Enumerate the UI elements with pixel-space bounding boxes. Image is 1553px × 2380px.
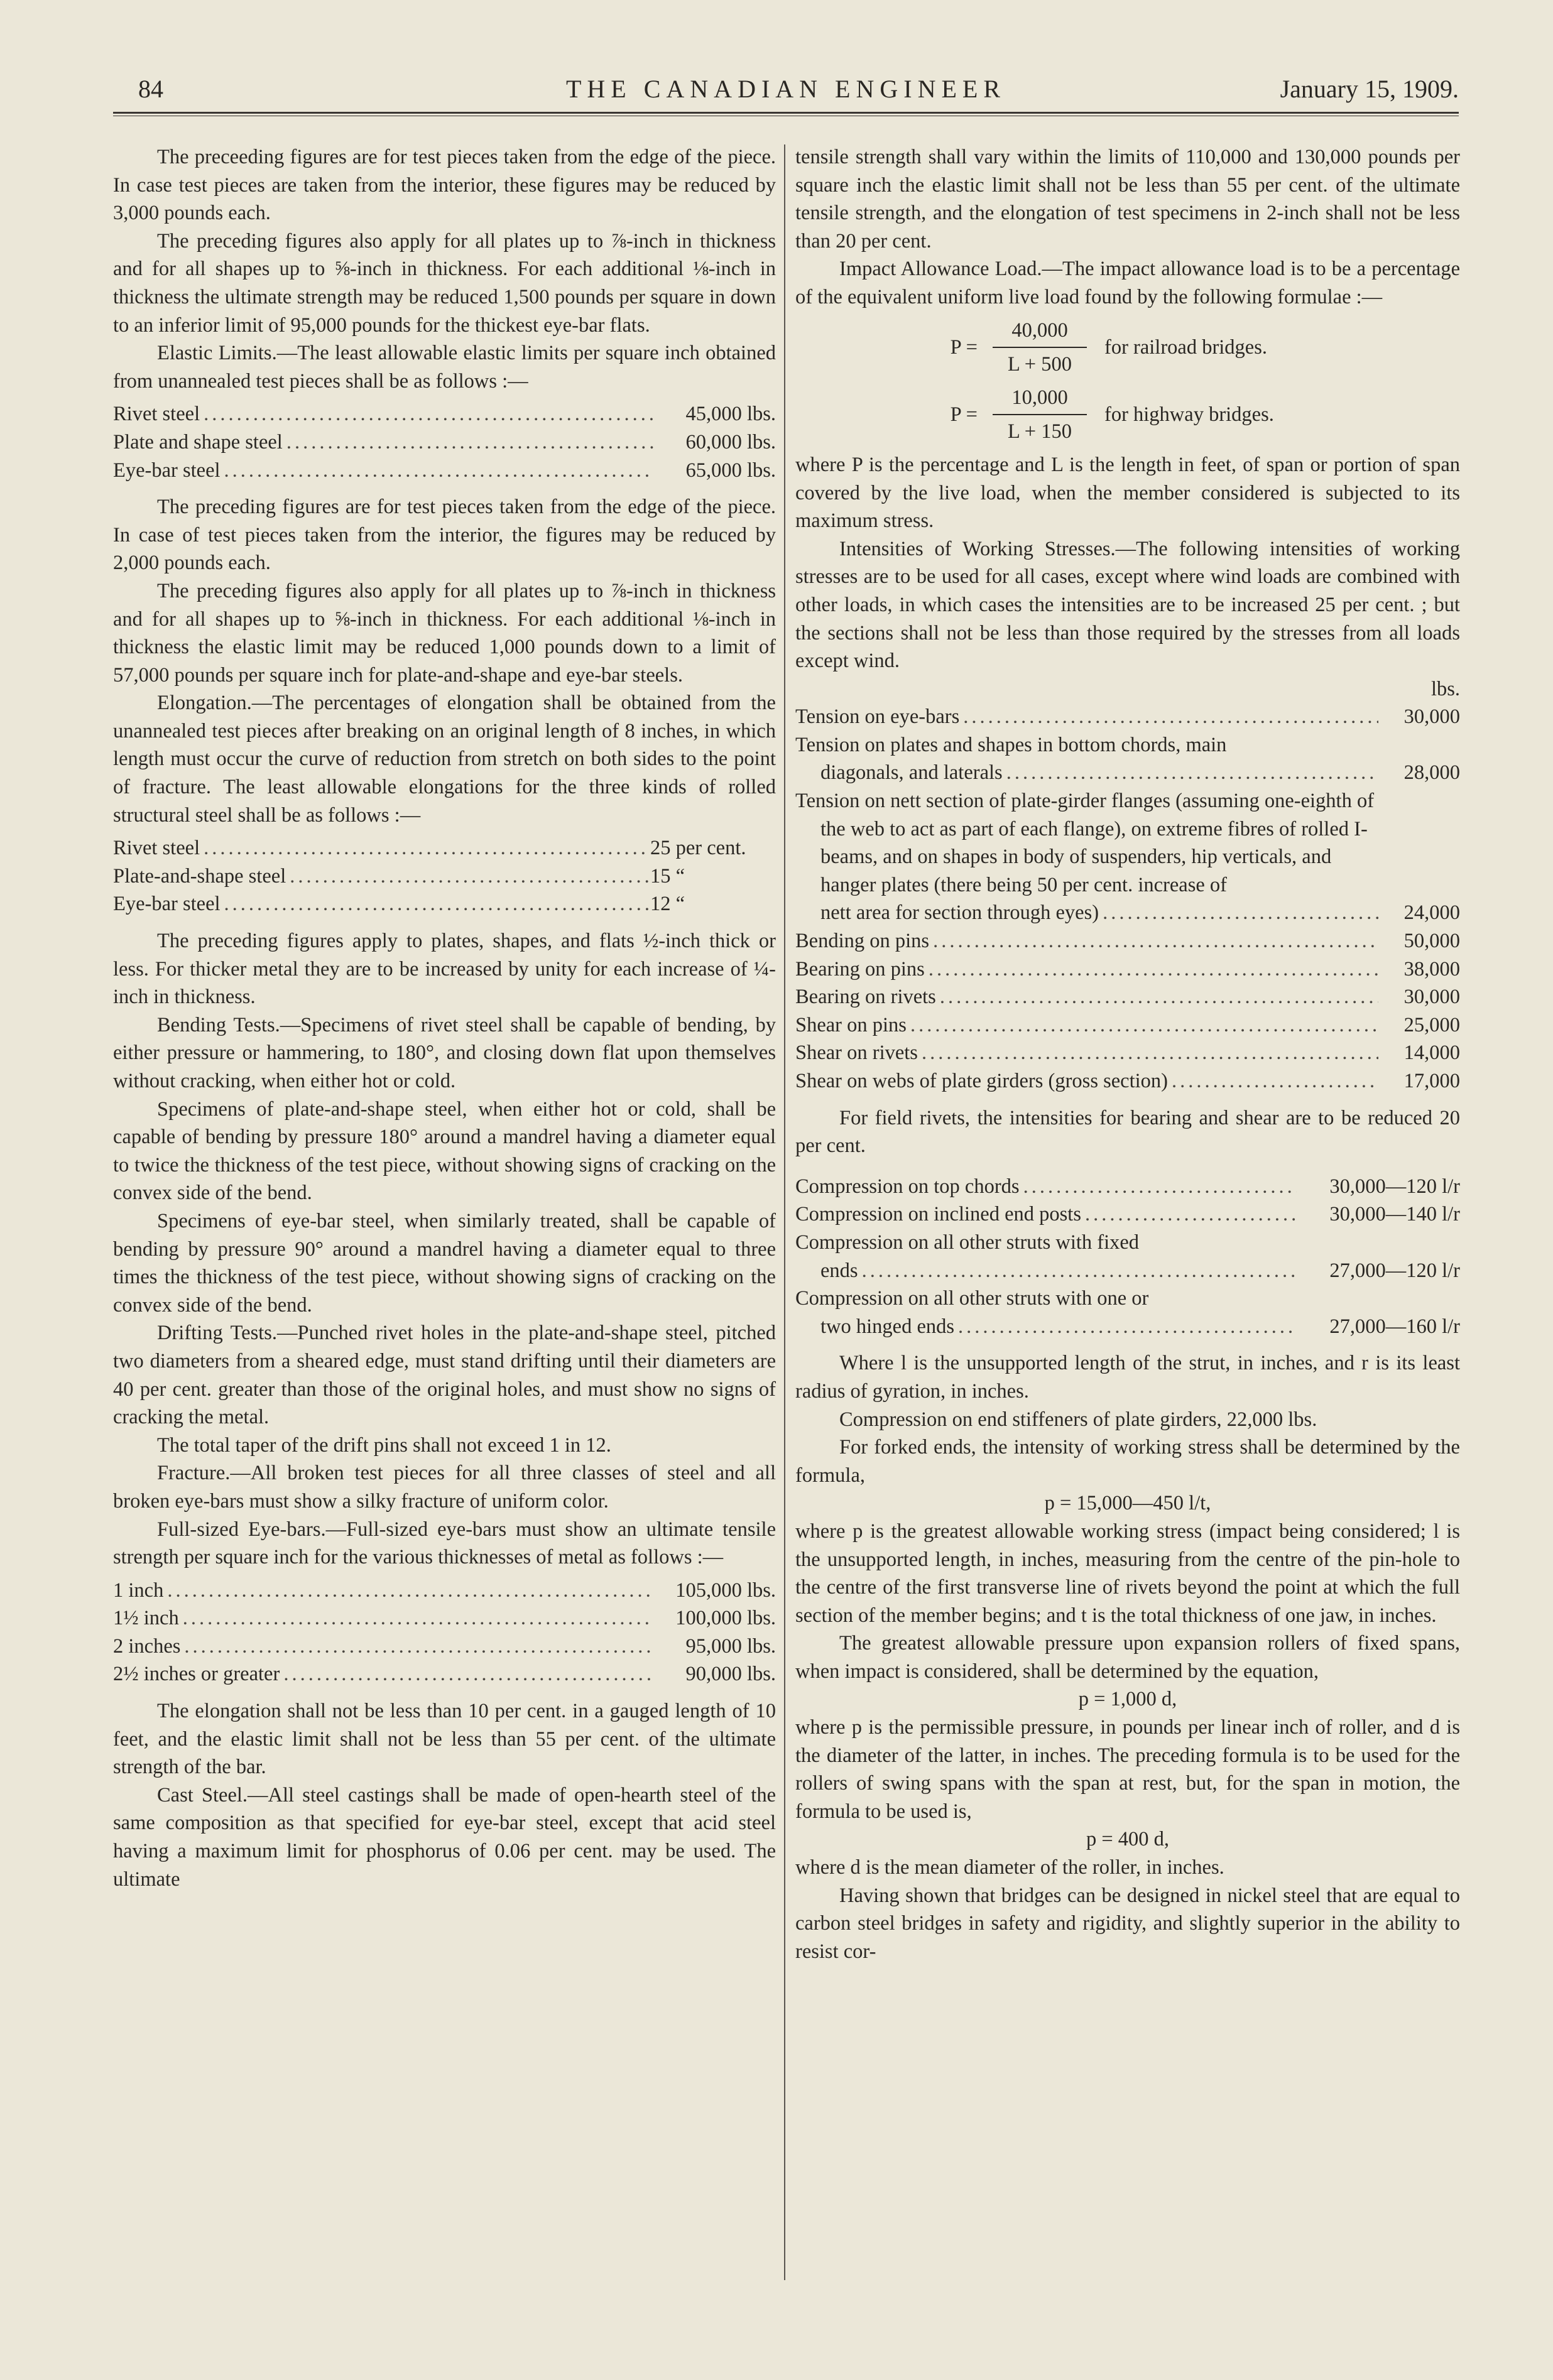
table-row xyxy=(113,400,776,428)
paragraph: where P is the percentage and L is the length in feet, of span or portion of span covered by the live load, when the member considered is subjected to its maximum stress. xyxy=(795,453,1460,533)
row-label: 2½ inches or greater xyxy=(113,1663,280,1686)
column-divider xyxy=(784,144,785,2280)
table-row xyxy=(795,1173,1460,1201)
paragraph: The preceding figures are for test pieces taken from the edge of the piece. In case of test pieces taken from the interior, the figures may be reduced by 2,000 pounds each. xyxy=(113,496,776,575)
paragraph-impact-allowance: Impact Allowance Load.—The impact allowance load is to be a percentage of the equivalent uniform live load found by the following formulae :— xyxy=(795,258,1460,308)
paragraph: The preceeding figures are for test pieces taken from the edge of the piece. In case test pieces are taken from the interior, these figures may be reduced by 3,000 pounds each. xyxy=(113,146,776,225)
row-value: 60,000 lbs. xyxy=(685,430,776,454)
paragraph: where p is the permissible pressure, in pounds per linear inch of roller, and d is the diameter of the latter, in inches. The preceding formula is to be used for the rollers of swing spans with the span at rest, but, for the span in motion, the formula to be used is, xyxy=(795,1716,1460,1823)
row-label: Compression on all other struts with fixed xyxy=(795,1231,1140,1254)
dot-leader xyxy=(959,703,1378,731)
paragraph-elongation: Elongation.—The percentages of elongation shall be obtained from the unannealed test pieces after breaking on an original length of 8 inches, in which length must occur the curve of reduction from stretch on both sides to the point of fracture. The least allowable elongations for the three kinds of rolled structural steel shall be as follows :— xyxy=(113,692,776,827)
table-row xyxy=(795,1011,1460,1040)
dot-leader xyxy=(925,955,1378,984)
dot-leader xyxy=(929,927,1378,955)
paragraph-expansion-rollers: The greatest allowable pressure upon expansion rollers of fixed spans, when impact is considered, shall be determined by the equation, xyxy=(795,1632,1460,1683)
paragraph-full-sized-eye-bars: Full-sized Eye-bars.—Full-sized eye-bars must show an ultimate tensile strength per square inch for the various thicknesses of metal as follows :— xyxy=(113,1518,776,1569)
table-row xyxy=(113,457,776,485)
formula-highway xyxy=(921,384,1460,446)
formula-rhs: for highway bridges. xyxy=(1104,403,1274,427)
table-row xyxy=(795,1285,1460,1340)
row-label: Tension on eye-bars xyxy=(795,705,960,729)
table-row xyxy=(113,428,776,457)
row-value: 105,000 lbs. xyxy=(675,1579,776,1602)
table-row xyxy=(795,1039,1460,1067)
equation: p = 400 d, xyxy=(1086,1828,1170,1851)
row-label: Plate-and-shape steel xyxy=(113,864,286,888)
elongation-table xyxy=(113,834,776,918)
paragraph: tensile strength shall vary within the limits of 110,000 and 130,000 pounds per square inch the elastic limit shall not be less than 55 per cent. of the ultimate tensile strength, and the elongation of test specimens in 2-inch shall not be less than 20 per cent. xyxy=(795,146,1460,253)
row-label: Compression on top chords xyxy=(795,1175,1020,1198)
row-value: 30,000 xyxy=(1403,986,1460,1009)
row-value: 17,000 xyxy=(1403,1070,1460,1092)
header-rule xyxy=(113,112,1459,114)
paragraph: Specimens of plate-and-shape steel, when either hot or cold, shall be capable of bending by pressure 180° around a mandrel having a diameter equal to twice the thickness of the test piece, without showing signs of cracking on the convex side of the bend. xyxy=(113,1097,776,1205)
dot-leader xyxy=(280,1660,650,1688)
row-label: Tension on nett section of plate-girder flanges (assuming one-eighth of the web to act as part of each flange), on extreme fibres of rolled I-beams, and on shapes in body of suspenders, hip verticals, and hanger plates (there being 50 per cent. increase of xyxy=(795,790,1375,896)
equation: p = 1,000 d, xyxy=(1078,1688,1177,1711)
table-row xyxy=(113,1604,776,1633)
row-value: 25 per cent. xyxy=(650,837,746,860)
unit-label: lbs. xyxy=(1430,677,1460,700)
paragraph: The preceding figures apply to plates, shapes, and flats ½-inch thick or less. For thicker metal they are to be increased by unity for each increase of ¼-inch in thickness. xyxy=(113,930,776,1009)
formula-railroad xyxy=(921,317,1460,379)
dot-leader xyxy=(286,862,650,891)
dot-leader xyxy=(200,400,653,428)
table-row xyxy=(795,1229,1460,1285)
row-value: 38,000 xyxy=(1403,957,1460,981)
table-row xyxy=(113,834,776,862)
paragraph: The preceding figures also apply for all plates up to ⅞-inch in thickness and for all shapes up to ⅝-inch in thickness. For each additional ⅛-inch in thickness the elastic limit may be reduced 1,000 pounds down to a limit of 57,000 pounds per square inch for plate-and-shape and eye-bar steels. xyxy=(113,579,776,687)
row-label: Compression on inclined end posts xyxy=(795,1203,1081,1226)
row-value: 30,000—140 l/r xyxy=(1329,1203,1460,1226)
issue-date: January 15, 1909. xyxy=(1280,75,1459,103)
paragraph: The elongation shall not be less than 10 per cent. in a gauged length of 10 feet, and the elastic limit shall not be less than 55 per cent. of the ultimate strength of the bar. xyxy=(113,1700,776,1779)
dot-leader xyxy=(936,983,1378,1011)
table-row xyxy=(795,1200,1460,1229)
dot-leader xyxy=(221,890,650,918)
paragraph-field-rivets: For field rivets, the intensities for bearing and shear are to be reduced 20 per cent. xyxy=(795,1106,1460,1158)
row-value: 27,000—160 l/r xyxy=(1329,1315,1460,1338)
row-value: 50,000 xyxy=(1403,930,1460,953)
row-label: Bending on pins xyxy=(795,930,930,953)
dot-leader xyxy=(180,1633,650,1661)
row-label-continued: nett area for section through eyes) xyxy=(820,901,1099,925)
page-number: 84 xyxy=(138,75,163,103)
dot-leader xyxy=(163,1577,650,1605)
row-value: 12 “ xyxy=(650,893,685,916)
row-value: 24,000 xyxy=(1403,901,1460,925)
paragraph-nickel-steel: Having shown that bridges can be designed in nickel steel that are equal to carbon steel bridges in safety and rigidity, and slightly superior in the ability to resist cor- xyxy=(795,1884,1460,1963)
formula-lhs: P = xyxy=(950,335,978,359)
row-value: 65,000 lbs. xyxy=(685,459,776,482)
table-row xyxy=(795,703,1460,731)
row-label: Tension on plates and shapes in bottom chords, main xyxy=(795,733,1227,756)
fraction xyxy=(986,317,1093,379)
fraction-numerator: 10,000 xyxy=(1011,386,1068,409)
dot-leader xyxy=(283,428,653,457)
table-row xyxy=(113,1577,776,1605)
dot-leader xyxy=(858,1257,1297,1285)
dot-leader xyxy=(918,1039,1378,1067)
eye-bar-strength-table xyxy=(113,1577,776,1688)
table-row xyxy=(795,927,1460,955)
paragraph-elastic-limits: Elastic Limits.—The least allowable elastic limits per square inch obtained from unannealed test pieces shall be as follows :— xyxy=(113,342,776,393)
row-label: Rivet steel xyxy=(113,403,200,426)
dot-leader xyxy=(1099,899,1378,927)
formula-lhs: P = xyxy=(950,403,978,427)
dot-leader xyxy=(1020,1173,1297,1201)
dot-leader xyxy=(907,1011,1378,1040)
row-label-continued: two hinged ends xyxy=(820,1315,955,1338)
table-row xyxy=(795,1067,1460,1095)
row-label: Bearing on pins xyxy=(795,957,925,981)
table-row xyxy=(113,890,776,918)
table-row xyxy=(795,731,1460,787)
fraction-denominator: L + 150 xyxy=(1008,420,1072,443)
dot-leader xyxy=(200,834,650,862)
row-value: 90,000 lbs. xyxy=(685,1663,776,1686)
formula-rhs: for railroad bridges. xyxy=(1104,335,1268,359)
row-value: 27,000—120 l/r xyxy=(1329,1259,1460,1282)
paragraph: The total taper of the drift pins shall not exceed 1 in 12. xyxy=(157,1433,611,1457)
paragraph: Specimens of eye-bar steel, when similarly treated, shall be capable of bending by pressure 90° around a mandrel having a diameter equal to three times the thickness of the test piece, without showing signs of cracking on the convex side of the bend. xyxy=(113,1209,776,1317)
fraction-denominator: L + 500 xyxy=(1008,353,1072,376)
working-stress-table xyxy=(795,703,1460,1095)
row-value: 25,000 xyxy=(1403,1013,1460,1036)
journal-title: THE CANADIAN ENGINEER xyxy=(565,75,1006,103)
elastic-limits-table xyxy=(113,400,776,484)
paragraph: where d is the mean diameter of the roller, in inches. xyxy=(795,1856,1224,1879)
row-value: 15 “ xyxy=(650,864,685,888)
right-column xyxy=(795,143,1460,1965)
row-value: 95,000 lbs. xyxy=(685,1634,776,1658)
row-label: Compression on all other struts with one or xyxy=(795,1287,1149,1310)
row-label: Eye-bar steel xyxy=(113,893,221,916)
fraction xyxy=(986,384,1093,446)
row-label: Plate and shape steel xyxy=(113,430,283,454)
paragraph: Where l is the unsupported length of the strut, in inches, and r is its least radius of gyration, in inches. xyxy=(795,1352,1460,1403)
row-label: 2 inches xyxy=(113,1634,181,1658)
table-row xyxy=(795,787,1460,927)
paragraph-end-stiffeners: Compression on end stiffeners of plate girders, 22,000 lbs. xyxy=(839,1408,1317,1431)
row-label-continued: ends xyxy=(820,1259,858,1282)
row-label: Rivet steel xyxy=(113,837,200,860)
row-label: 1½ inch xyxy=(113,1607,179,1630)
equation: p = 15,000—450 l/t, xyxy=(1044,1492,1211,1515)
paragraph-forked-ends: For forked ends, the intensity of working stress shall be determined by the formula, xyxy=(795,1436,1460,1487)
row-label-continued: diagonals, and laterals xyxy=(820,761,1003,785)
dot-leader xyxy=(221,457,653,485)
paragraph-fracture: Fracture.—All broken test pieces for all three classes of steel and all broken eye-bars must show a silky fracture of uniform color. xyxy=(113,1462,776,1513)
row-value: 45,000 lbs. xyxy=(685,403,776,426)
table-row xyxy=(795,983,1460,1011)
row-value: 30,000—120 l/r xyxy=(1329,1175,1460,1198)
table-row xyxy=(795,955,1460,984)
row-label: Shear on webs of plate girders (gross section) xyxy=(795,1070,1168,1092)
row-value: 14,000 xyxy=(1403,1041,1460,1065)
row-value: 28,000 xyxy=(1403,761,1460,785)
paragraph-working-stresses: Intensities of Working Stresses.—The following intensities of working stresses are to be used for all cases, except where wind loads are combined with other loads, in which cases the intensities are to be increased 25 per cent. ; but the sections shall not be less than those required by the stresses from all loads except wind. xyxy=(795,537,1460,673)
dot-leader xyxy=(1081,1200,1297,1229)
row-label: 1 inch xyxy=(113,1579,164,1602)
paragraph-bending-tests: Bending Tests.—Specimens of rivet steel shall be capable of bending, by either pressure or hammering, to 180°, and closing down flat upon themselves without cracking, when either hot or cold. xyxy=(113,1013,776,1092)
dot-leader xyxy=(1003,759,1378,787)
page-header xyxy=(113,74,1459,112)
compression-table xyxy=(795,1173,1460,1341)
table-row xyxy=(113,1660,776,1688)
table-row xyxy=(113,862,776,891)
left-column xyxy=(113,143,776,1893)
paragraph: where p is the greatest allowable working stress (impact being considered; l is the unsupported length, in inches, measuring from the centre of the pin-hole to the centre of the first transverse line of rivets beyond the point at which the full section of the member begins; and t is the total thickness of one jaw, in inches. xyxy=(795,1519,1460,1627)
row-label: Bearing on rivets xyxy=(795,986,936,1009)
row-label: Eye-bar steel xyxy=(113,459,221,482)
row-label: Shear on rivets xyxy=(795,1041,918,1065)
table-row xyxy=(113,1633,776,1661)
fraction-numerator: 40,000 xyxy=(1011,318,1068,342)
paragraph: The preceding figures also apply for all plates up to ⅞-inch in thickness and for all shapes up to ⅝-inch in thickness. For each additional ⅛-inch in thickness the ultimate strength may be reduced 1,500 pounds per square in down to an inferior limit of 95,000 pounds for the thickest eye-bar flats. xyxy=(113,229,776,337)
row-value: 30,000 xyxy=(1403,705,1460,729)
dot-leader xyxy=(179,1604,650,1633)
row-label: Shear on pins xyxy=(795,1013,907,1036)
paragraph-drifting-tests: Drifting Tests.—Punched rivet holes in the plate-and-shape steel, pitched two diameters from a sheared edge, must stand drifting until their diameters are 40 per cent. greater than those of the original holes, and must show no signs of cracking the metal. xyxy=(113,1322,776,1429)
paragraph-cast-steel: Cast Steel.—All steel castings shall be made of open-hearth steel of the same composition as that specified for eye-bar steel, except that acid steel having a maximum limit for phosphorus of 0.06 per cent. may be used. The ultimate xyxy=(113,1783,776,1891)
dot-leader xyxy=(954,1313,1297,1341)
row-value: 100,000 lbs. xyxy=(675,1607,776,1630)
dot-leader xyxy=(1168,1067,1378,1095)
